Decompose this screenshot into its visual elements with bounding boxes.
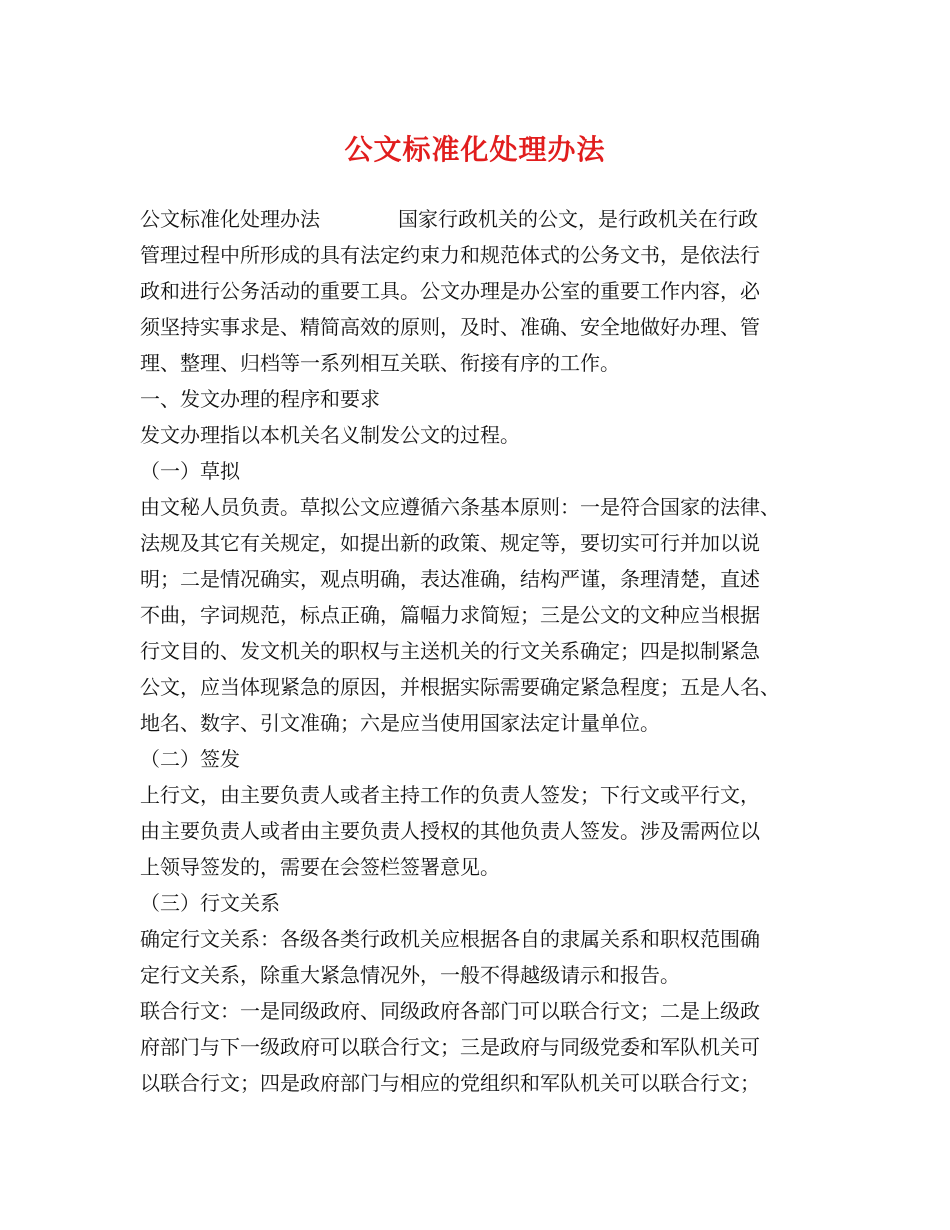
paragraph-line: 理、整理、归档等一系列相互关联、衔接有序的工作。 [140,351,620,375]
paragraph-line: 政和进行公务活动的重要工具。公文办理是办公室的重要工作内容，必 [140,279,760,303]
paragraph-line: 以联合行文；四是政府部门与相应的党组织和军队机关可以联合行文； [140,1071,760,1095]
paragraph-line: 管理过程中所形成的具有法定约束力和规范体式的公务文书，是依法行 [140,243,760,267]
subsection-heading: （二）签发 [140,747,240,771]
paragraph-line: 不曲，字词规范，标点正确，篇幅力求简短；三是公文的文种应当根据 [140,603,760,627]
paragraph-line: 上行文，由主要负责人或者主持工作的负责人签发；下行文或平行文， [140,783,760,807]
paragraph-line: 行文目的、发文机关的职权与主送机关的行文关系确定；四是拟制紧急 [140,639,760,663]
paragraph-line: 明；二是情况确实，观点明确，表达准确，结构严谨，条理清楚，直述 [140,567,760,591]
paragraph-line: 定行文关系，除重大紧急情况外，一般不得越级请示和报告。 [140,963,680,987]
paragraph-line: 法规及其它有关规定，如提出新的政策、规定等，要切实可行并加以说 [140,531,760,555]
paragraph-line: 公文，应当体现紧急的原因，并根据实际需要确定紧急程度；五是人名、 [140,675,780,699]
paragraph-line: 须坚持实事求是、精简高效的原则，及时、准确、安全地做好办理、管 [140,315,760,339]
paragraph-line: 上领导签发的，需要在会签栏签署意见。 [140,855,500,879]
paragraph-line: 由文秘人员负责。草拟公文应遵循六条基本原则：一是符合国家的法律、 [140,495,780,519]
inline-heading: 公文标准化处理办法 [140,207,320,231]
document-body [140,201,822,1101]
paragraph-text: 国家行政机关的公文，是行政机关在行政 [398,207,758,231]
paragraph-line: 府部门与下一级政府可以联合行文；三是政府与同级党委和军队机关可 [140,1035,760,1059]
document-title: 公文标准化处理办法 [344,133,606,166]
paragraph-line: 确定行文关系：各级各类行政机关应根据各自的隶属关系和职权范围确 [140,927,760,951]
paragraph-line: 发文办理指以本机关名义制发公文的过程。 [140,423,520,447]
section-heading: 一、发文办理的程序和要求 [140,387,380,411]
paragraph-line: 联合行文：一是同级政府、同级政府各部门可以联合行文；二是上级政 [140,999,760,1023]
paragraph-line [140,201,822,237]
subsection-heading: （一）草拟 [140,459,240,483]
paragraph-line: 由主要负责人或者由主要负责人授权的其他负责人签发。涉及需两位以 [140,819,760,843]
subsection-heading: （三）行文关系 [140,891,280,915]
paragraph-line: 地名、数字、引文准确；六是应当使用国家法定计量单位。 [140,711,660,735]
